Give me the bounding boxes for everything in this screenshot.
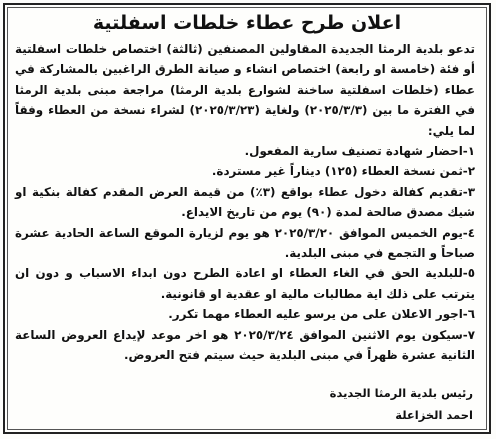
signatory-name: احمد الخزاعلة: [395, 408, 473, 422]
announcement-body: [15, 39, 475, 366]
signatory-position: رئيس بلدية الرمثا الجديدة: [329, 386, 473, 400]
condition-item-2: ٢-ثمن نسخة العطاء (١٢٥) ديناراً غير مستردة.: [211, 164, 475, 179]
announcement-title: اعلان طرح عطاء خلطات اسفلتية: [92, 12, 402, 34]
condition-item-1: ١-احضار شهادة تصنيف سارية المفعول.: [244, 144, 475, 159]
condition-item-3: ٣-تقديم كفالة دخول عطاء بواقع (٣٪) من قيمة العرض المقدم كفالة بنكية او شيك مصدق صالحة لمدة (٩٠) يوم من تاريخ الايداع.: [15, 184, 476, 220]
signature-block: [330, 382, 473, 426]
condition-item-5: ٥-للبلدية الحق في الغاء العطاء او اعادة الطرح دون ابداء الاسباب و دون ان يترتب على ذلك اية مطالبات مالية او عقدية او قانونية.: [15, 266, 475, 301]
condition-item-6: ٦-اجور الاعلان على من يرسو عليه العطاء مهما تكرر.: [168, 307, 475, 322]
intro-paragraph: تدعو بلدية الرمثا الجديدة المقاولين المصنفين (ثالثة) اختصاص خلطات اسفلتية أو فئة (خامسة او رابعة) اختصاص انشاء و صيانة الطرق الراغبين بالمشاركة في عطاء (خلطات اسفلتية ساخنة لشوارع بلدية الرمثا) مراجعة مبنى بلدية الرمثا في الفترة ما بين (٢٠٢٥/٣/٣) ولغاية (٢٠٢٥/٣/٢٣) لشراء نسخة من العطاء وفقاً لما يلي:: [15, 42, 475, 138]
announcement-frame: [3, 3, 491, 434]
condition-item-7: ٧-سيكون يوم الاثنين الموافق ٢٠٢٥/٣/٢٤ هو اخر موعد لإيداع العروض الساعة الثانية عشرة ظهراً في مبنى البلدية حيث سيتم فتح العروض.: [15, 327, 476, 363]
condition-item-4: ٤-يوم الخميس الموافق ٢٠٢٥/٣/٢٠ هو يوم لزيارة الموقع الساعة الحادية عشرة صباحاً و التجمع في مبنى البلدية.: [15, 225, 476, 261]
